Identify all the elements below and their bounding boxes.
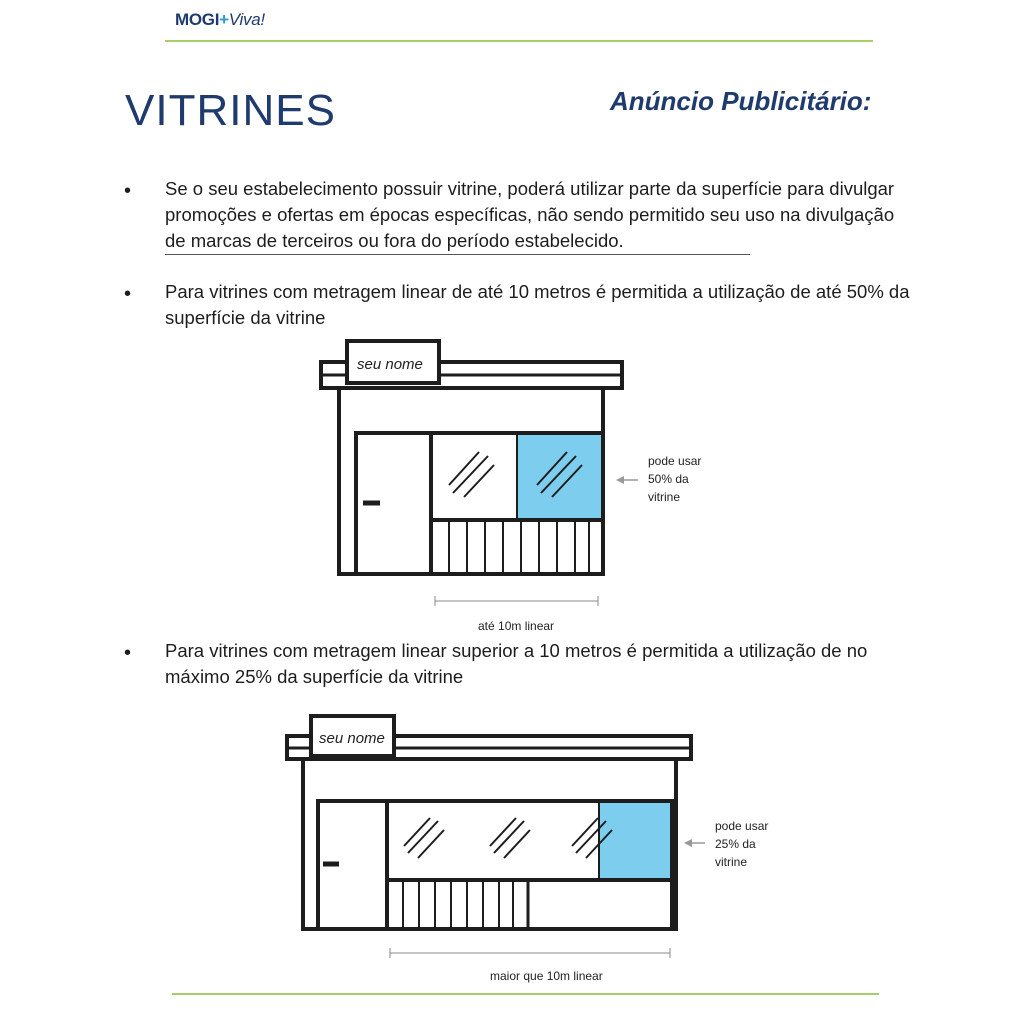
- usage-note-small: [648, 452, 701, 506]
- logo-main: MOGI: [175, 10, 220, 29]
- bullet-text-2: Para vitrines com metragem linear de até 10 metros é permitida a utilização de até 50% da superfície da vitrine: [165, 281, 910, 328]
- footer-rule: [172, 993, 879, 995]
- window-highlight: [599, 803, 670, 880]
- base-slats: [449, 520, 589, 574]
- bullet-marker-3: •: [124, 642, 132, 664]
- note-line: 50% da: [648, 472, 689, 486]
- page-subtitle: Anúncio Publicitário:: [610, 86, 872, 116]
- store-sign-small: seu nome: [357, 356, 423, 373]
- base-slats: [403, 880, 513, 929]
- page-title: VITRINES: [125, 86, 336, 135]
- note-line: pode usar: [715, 819, 769, 833]
- logo-plus: +: [219, 10, 229, 29]
- measure-label-small: até 10m linear: [478, 619, 555, 633]
- bullet-text-3: Para vitrines com metragem linear superior a 10 metros é permitida a utilização de no máximo 25% da superfície da vitrine: [165, 640, 868, 687]
- measure-line-large: [390, 948, 670, 958]
- note-line: vitrine: [715, 855, 748, 869]
- measure-label-large: maior que 10m linear: [490, 969, 603, 983]
- note-line: vitrine: [648, 490, 681, 504]
- window-highlight: [517, 435, 601, 520]
- note-line: 25% da: [715, 837, 756, 851]
- glare-marks: [404, 818, 612, 858]
- usage-note-large: [715, 817, 768, 871]
- logo-viva: Viva!: [228, 10, 265, 29]
- store-sign-large: seu nome: [319, 730, 385, 747]
- storefront-large: [287, 716, 691, 929]
- arrow-left-icon: [616, 476, 638, 484]
- measure-line-small: [435, 596, 598, 606]
- arrow-left-icon: [684, 839, 705, 847]
- storefront-small: [321, 341, 622, 574]
- bullet-marker-2: •: [124, 283, 132, 305]
- bullet-text-1: Se o seu estabelecimento possuir vitrine, poderá utilizar parte da superfície para divulgar promoções e ofertas em épocas específicas, não sendo permitido seu uso na divulgação de marcas de terceiros ou fora do período estabelecido.: [165, 178, 895, 251]
- note-line: pode usar: [648, 454, 702, 468]
- bullet-marker-1: •: [124, 180, 132, 202]
